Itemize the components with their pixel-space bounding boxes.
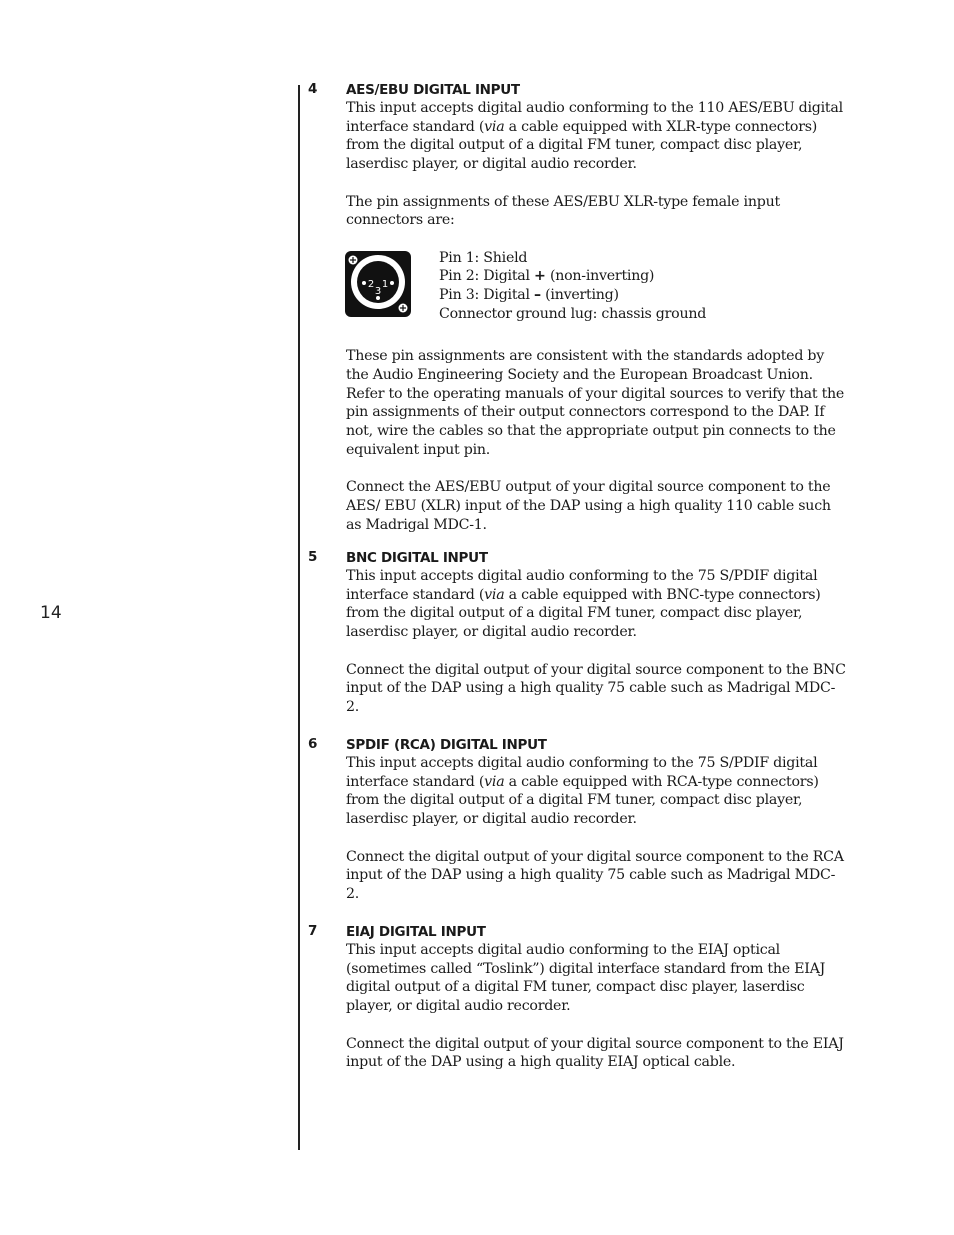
section-bnc <box>308 549 848 717</box>
pin-label: 2 <box>367 278 375 290</box>
paragraph: This input accepts digital audio conforming to the EIAJ optical (sometimes called “Toslink”) digital interface standard from the EIAJ digital output of a digital FM tuner, compact disc player, laserdisc player, or digital audio recorder. <box>346 942 826 1015</box>
section-title: BNC DIGITAL INPUT <box>346 550 488 566</box>
pin-3: Pin 3: Digital – (inverting) <box>439 287 619 303</box>
section-eiaj <box>308 923 848 1072</box>
pin-2: Pin 2: Digital + (non-inverting) <box>439 268 655 285</box>
paragraph: Connect the digital output of your digital source component to the BNC input of the DAP using a high quality 75 cable such as Madrigal MDC-2. <box>346 661 846 715</box>
ground-lug: Connector ground lug: chassis ground <box>439 305 707 322</box>
paragraph: Connect the digital output of your digital source component to the EIAJ input of the DAP using a high quality EIAJ optical cable. <box>346 1035 844 1071</box>
section-spdif-rca <box>308 736 848 904</box>
pin-1: Pin 1: Shield <box>439 249 528 266</box>
pin-label: 1 <box>381 278 389 290</box>
paragraph: Connect the digital output of your digital source component to the RCA input of the DAP using a high quality 75 cable such as Madrigal MDC-2. <box>346 848 844 902</box>
page-number: 14 <box>40 603 62 623</box>
paragraph: This input accepts digital audio conforming to the 75 S/PDIF digital interface standard (via a cable equipped with RCA-type connectors) from the digital output of a digital FM tuner, compact disc player, laserdisc player, or digital audio recorder. <box>346 755 819 828</box>
paragraph: This input accepts digital audio conforming to the 75 S/PDIF digital interface standard (via a cable equipped with BNC-type connectors) from the digital output of a digital FM tuner, compact disc player, laserdisc player, or digital audio recorder. <box>346 568 821 641</box>
pin-list <box>439 249 706 324</box>
section-number: 7 <box>308 923 318 939</box>
section-number: 6 <box>308 736 318 752</box>
paragraph: These pin assignments are consistent with the standards adopted by the Audio Engineering Society and the European Broadcast Union. Refer to the operating manuals of your digital sources to verify that the pin assignments of their output connectors correspond to the DAP. If not, wire the cables so that the appropriate output pin connects to the equivalent input pin. <box>346 348 845 458</box>
section-title: SPDIF (RCA) DIGITAL INPUT <box>346 737 547 753</box>
section-number: 4 <box>308 81 318 97</box>
pin-assignments <box>346 249 848 329</box>
margin-rule <box>298 85 300 1150</box>
section-number: 5 <box>308 549 318 565</box>
paragraph: The pin assignments of these AES/EBU XLR-type female input connectors are: <box>346 193 780 229</box>
xlr-female-connector-icon <box>345 251 411 317</box>
paragraph: This input accepts digital audio conforming to the 110 AES/EBU digital interface standard (via a cable equipped with XLR-type connectors) from the digital output of a digital FM tuner, compact disc player, laserdisc player, or digital audio recorder. <box>346 100 843 173</box>
pin-label: 3 <box>374 285 382 297</box>
section-title: AES/EBU DIGITAL INPUT <box>346 82 520 98</box>
paragraph: Connect the AES/EBU output of your digital source component to the AES/ EBU (XLR) input of the DAP using a high quality 110 cable such as Madrigal MDC-1. <box>346 479 831 533</box>
section-title: EIAJ DIGITAL INPUT <box>346 924 486 940</box>
section-aes-ebu <box>308 81 848 534</box>
